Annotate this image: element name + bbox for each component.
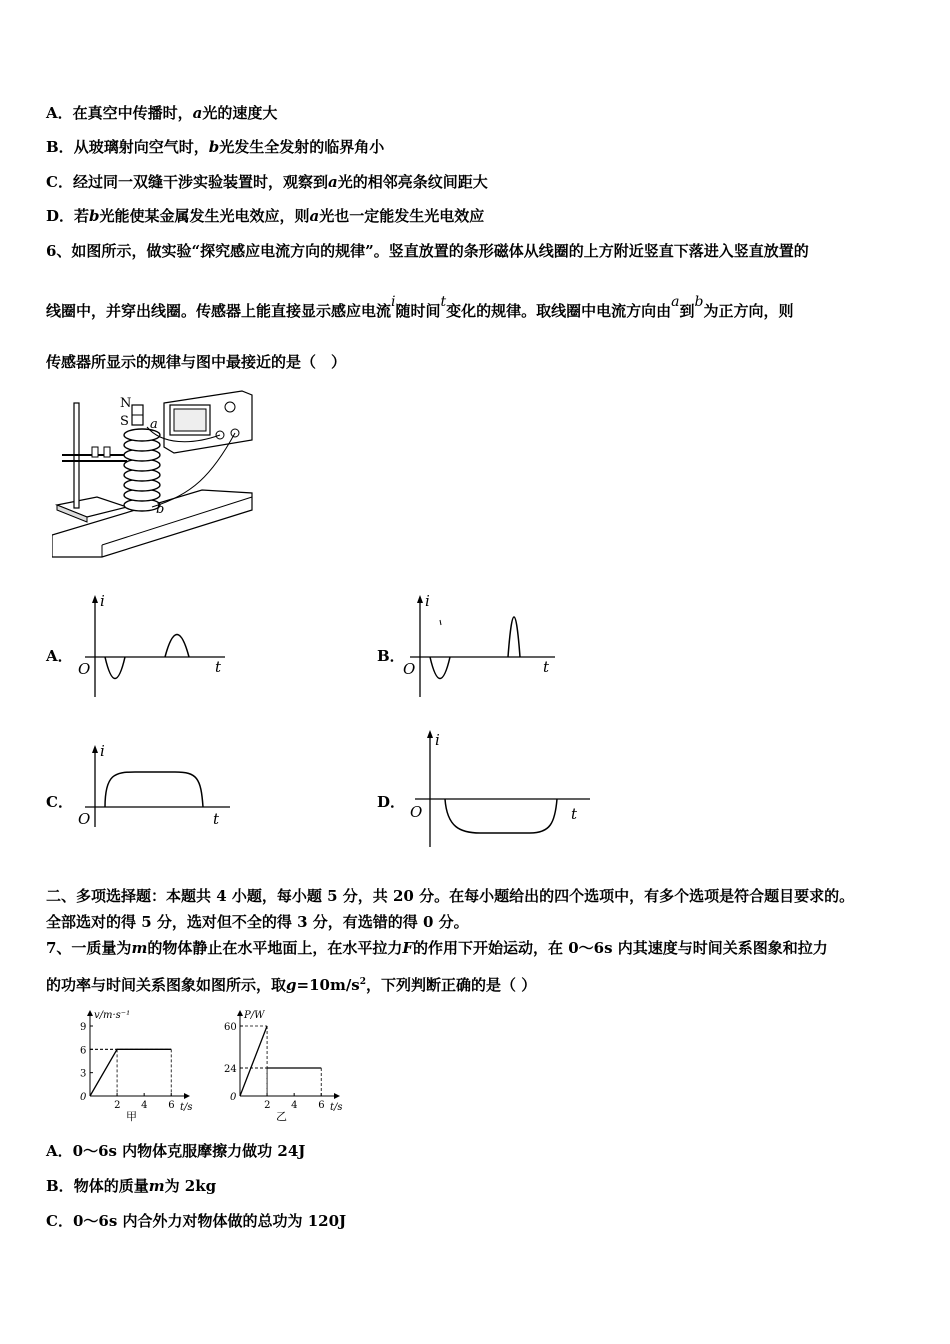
graph-origin-label: O [403,660,416,678]
section2-heading-line1: 二、多项选择题：本题共 4 小题，每小题 5 分，共 20 分。在每小题给出的四个选项中，有多个选项是符合题目要求的。 [46,887,855,905]
x-axis-arrow [334,1093,340,1099]
graph-axis-i-label: i [100,592,105,610]
graph-origin-label: O [410,803,423,821]
q6-stem-line1: 6、如图所示，做实验“探究感应电流方向的规律”。竖直放置的条形磁体从线圈的上方附近竖直下落进入竖直放置的 [46,242,809,260]
y-tick-label: 3 [80,1068,87,1080]
graph-axis-i-label: i [100,742,105,760]
x-tick-label: 6 [168,1100,175,1111]
graph-axis-t-label: t [571,805,578,823]
x-tick-label: 2 [264,1100,271,1111]
q6-option-a-graph [75,592,235,702]
x-axis-label: t/s [330,1102,343,1113]
chart-caption: 甲 [126,1110,137,1123]
coil-terminal-a-label: a [150,417,158,432]
q6-option-c-graph [75,742,240,832]
data-series-line [240,1026,267,1096]
y-axis-label: v/m·s⁻¹ [94,1010,131,1021]
q7-option-b: B．物体的质量m为 2kg [46,1177,217,1195]
x-axis-label: t/s [180,1102,193,1113]
q5-option-a: A．在真空中传播时，a光的速度大 [46,104,278,122]
q6-option-b-label: B． [377,647,405,665]
x-tick-label: 6 [318,1100,325,1111]
coil-terminal-b-label: b [156,502,165,517]
x-tick-label: 4 [141,1100,148,1111]
section2-heading-line2: 全部选对的得 5 分，选对但不全的得 3 分，有选错的得 0 分。 [46,913,469,931]
graph-axis-t-label: t [215,658,222,676]
q7-stem-line2: 的功率与时间关系图象如图所示，取$g=10m/s^2$，下列判断正确的是（ ） [46,976,537,994]
q6-option-b-graph [400,592,565,702]
x-tick-label: 2 [114,1100,121,1111]
graph-axis-i-label: i [425,592,430,610]
q6-option-d-graph [405,727,595,852]
q6-stem-line3: 传感器所显示的规律与图中最接近的是（ ） [46,353,347,371]
power-time-chart [220,1000,360,1123]
origin-label: 0 [230,1092,237,1103]
q6-stem-line2: 线圈中，并穿出线圈。传感器上能直接显示感应电流i随时间t变化的规律。取线圈中电流方向由a到b为正方向，则 [46,294,794,320]
q6-option-a-label: A． [46,647,73,665]
y-axis-arrow [237,1010,243,1016]
y-axis-arrow [87,1010,93,1016]
q5-option-d: D．若b光能使某金属发生光电效应，则a光也一定能发生光电效应 [46,207,485,225]
data-series-line [90,1049,171,1096]
magnet-south-label: S [120,414,129,429]
experiment-apparatus-figure [52,385,257,565]
graph-axis-t-label: t [543,658,550,676]
x-axis-arrow [184,1093,190,1099]
q7-option-c: C．0～6s 内合外力对物体做的总功为 120J [46,1212,347,1230]
q7-option-a: A．0～6s 内物体克服摩擦力做功 24J [46,1142,306,1160]
q6-option-c-label: C． [46,793,73,811]
y-tick-label: 24 [224,1064,237,1075]
y-tick-label: 9 [80,1022,87,1033]
x-tick-label: 4 [291,1100,298,1111]
y-axis-label: P/W [244,1010,265,1021]
y-tick-label: 60 [224,1022,237,1033]
graph-origin-label: O [78,660,91,678]
graph-origin-label: O [78,810,91,828]
velocity-time-chart [70,1008,210,1123]
chart-caption: 乙 [276,1110,287,1123]
q5-option-b: B．从玻璃射向空气时，b光发生全发射的临界角小 [46,138,385,156]
q5-option-c: C．经过同一双缝干涉实验装置时，观察到a光的相邻亮条纹间距大 [46,173,488,191]
q6-option-d-label: D． [377,793,406,811]
graph-axis-t-label: t [213,810,220,828]
y-tick-label: 6 [80,1045,87,1057]
origin-label: 0 [80,1092,87,1103]
graph-axis-i-label: i [435,731,440,749]
magnet-north-label: N [120,396,132,411]
q7-stem-line1: 7、一质量为m的物体静止在水平地面上，在水平拉力F的作用下开始运动，在 0～6s 内其速度与时间关系图象和拉力 [46,939,828,957]
